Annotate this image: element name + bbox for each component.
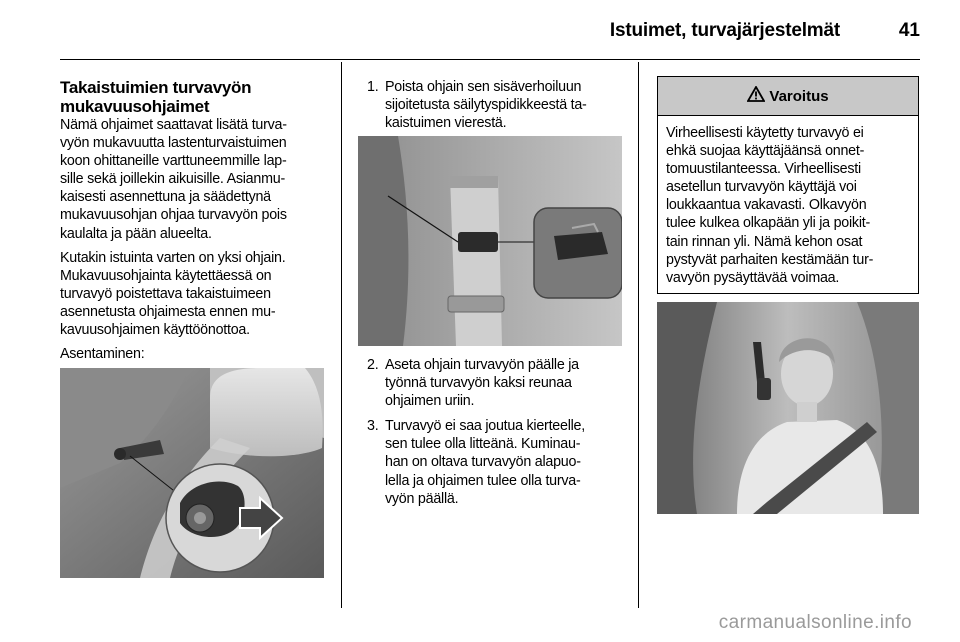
installation-label: Asentaminen: [60,346,145,363]
watermark: carmanualsonline.info [718,612,912,633]
section-heading: Takaistuimien turvavyön mukavuusohjaimet [60,78,252,116]
step-2: 2. Aseta ohjain turvavyön päälle ja työnnä turvavyön kaksi reunaa ohjaimen uriin. [367,357,579,410]
column-divider-left [341,62,342,608]
intro-paragraph: Nämä ohjaimet saattavat lisätä turva- vyön mukavuutta lastenturvaistuimen koon ohittaneille varttuneemmille lap- sille sekä joillekin aikuisille. Asianmu- kaisesti asennettuna ja säädettynä mukavuusohjan ohjaa turvavyön pois kaulalta ja pään alueelta. [60,117,287,242]
step-3: 3. Turvavyö ei saa joutua kierteelle, sen tulee olla litteänä. Kuminau- han on oltava turvavyön alapuo- lella ja ohjaimen tulee olla turva- vyön päällä. [367,418,585,507]
column-divider-right [638,62,639,608]
warning-box [657,76,919,294]
warning-title: Varoitus [769,87,829,105]
usage-paragraph: Kutakin istuinta varten on yksi ohjain. Mukavuusohjainta käytettäessä on turvavyö poistettava takaistuimeen asennetusta ohjaimesta ennen mu- kavuusohjaimen käyttöönottoa. [60,249,286,339]
left-column [60,78,325,363]
middle-column [360,78,622,132]
illustration-seated-passenger [657,302,919,514]
middle-column-steps [360,356,622,508]
page-number: 41 [898,20,920,41]
illustration-guide-removal [60,368,324,578]
warning-triangle-icon [747,86,765,106]
warning-header [658,77,918,116]
page-header [0,0,960,60]
warning-text: Virheellisesti käytetty turvavyö ei ehkä suojaa käyttäjäänsä onnet- tomuustilanteessa. Virheellisesti asetellun turvavyön käyttäjä voi loukkaantua vakavasti. Olkavyön tulee kulkea olkapään yli ja poikit- tain rinnan yli. Nämä kehon osat pystyvät parhaiten kestämään tur- vavyön pysäyttävää voimaa. [666,125,874,286]
illustration-guide-on-belt [358,136,622,346]
header-divider [60,59,920,60]
step-1: 1. Poista ohjain sen sisäverhoiluun sijoitetusta säilytyspidikkeestä ta- kaistuimen vierestä. [367,79,587,132]
page-title: Istuimet, turvajärjestelmät [609,20,840,41]
